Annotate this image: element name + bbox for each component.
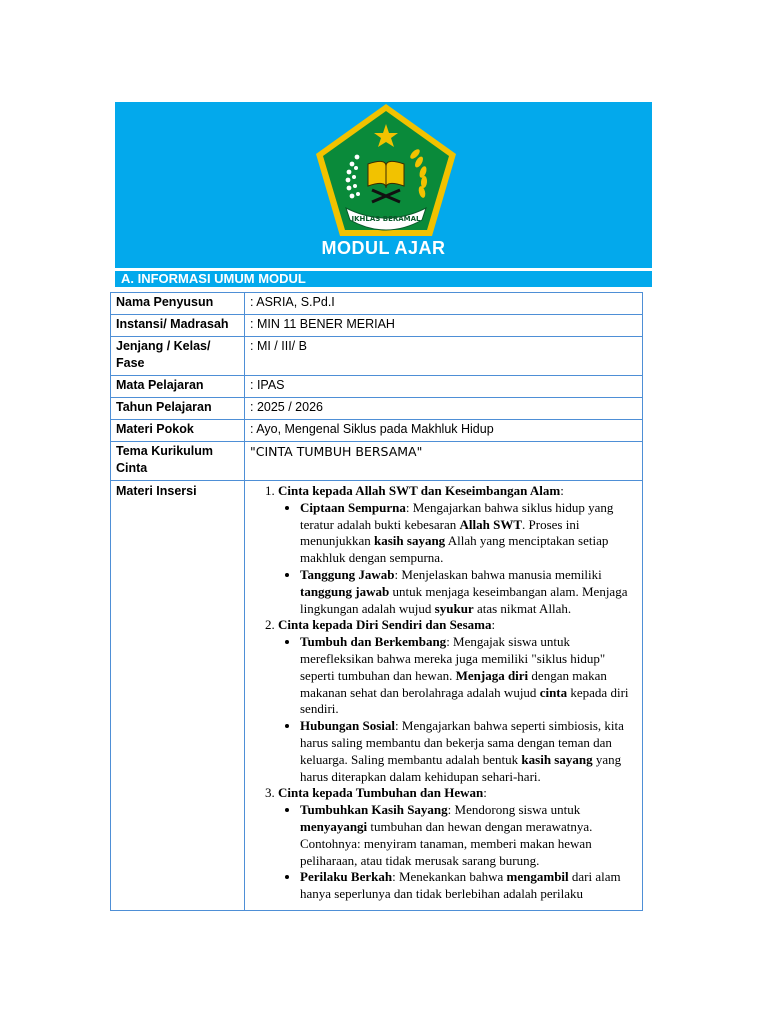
sub-bold: Menjaga diri (455, 667, 529, 683)
list-item (300, 634, 637, 718)
header-banner (115, 102, 652, 268)
sub-bold: kasih sayang (521, 751, 593, 767)
sub-text: untuk menjaga keseimbangan alam. Menjaga lingkungan adalah wujud (300, 583, 628, 616)
sub-text: : Menekankan bahwa (392, 869, 507, 885)
insersi-heading: Cinta kepada Tumbuhan dan Hewan (278, 785, 484, 801)
sub-text: dengan makan makanan sehat dan berolahraga adalah wujud (300, 667, 607, 700)
sub-text: : Mendorong siswa untuk (447, 802, 581, 818)
list-item: 1. Cinta kepada Allah SWT dan Keseimbangan Alam: • Ciptaan Sempurna: Mengajarkan bahwa siklus hidup yang teratur adalah bukti kebesaran Allah SWT. Proses ini menunjukkan kasih sayang Allah yang menciptakan setiap makhluk dengan sempurna. • Tanggung Jawab: Menjelaskan bahwa manusia memiliki tanggung jawab untuk menjaga keseimbangan alam. Menjaga lingkungan adalah wujud syukur atas nikmat Allah. (278, 483, 637, 617)
row-value: : MI / III/ B (245, 337, 643, 376)
row-value: : MIN 11 BENER MERIAH (245, 315, 643, 337)
table-row (111, 293, 643, 315)
sub-bold: cinta (539, 684, 568, 700)
sub-term: Hubungan Sosial (300, 718, 396, 734)
list-item (300, 500, 637, 567)
materi-insersi-cell (245, 481, 643, 911)
sub-text: : Mengajak siswa untuk merefleksikan bahwa mereka juga memiliki "siklus hidup" seperti tumbuhan dan hewan. (300, 634, 606, 683)
sub-term: Tanggung Jawab (300, 566, 395, 582)
table-row (111, 376, 643, 398)
sub-bold: kasih sayang (374, 533, 446, 549)
sub-text: dari alam hanya seperlunya dan tidak berlebihan adalah perilaku (300, 869, 621, 902)
list-item: 2. Cinta kepada Diri Sendiri dan Sesama: • Tumbuh dan Berkembang: Mengajak siswa untuk merefleksikan bahwa mereka juga memiliki "siklus hidup" seperti tumbuhan dan hewan. Menjaga diri dengan makan makanan sehat dan berolahraga adalah wujud cinta kepada diri sendiri. • Hubungan Sosial: Mengajarkan bahwa seperti simbiosis, kita harus saling membantu dan bekerja sama dengan teman dan keluarga. Saling membantu adalah bentuk kasih sayang yang harus diterapkan dalam kehidupan sehari-hari. (278, 617, 637, 785)
insersi-heading: Cinta kepada Allah SWT dan Keseimbangan Alam (278, 483, 561, 498)
table-row (111, 337, 643, 376)
sub-term: Tumbuhkan Kasih Sayang (300, 802, 448, 818)
insersi-heading: Cinta kepada Diri Sendiri dan Sesama (278, 617, 492, 633)
list-item (300, 869, 637, 903)
row-label: Tema Kurikulum Cinta (111, 442, 245, 481)
list-item (300, 718, 637, 785)
info-table (110, 292, 643, 911)
row-value: "CINTA TUMBUH BERSAMA" (245, 442, 643, 481)
materi-insersi-content (250, 483, 637, 903)
table-row (111, 398, 643, 420)
row-label: Mata Pelajaran (111, 376, 245, 398)
sub-list (278, 634, 637, 785)
sub-bold: tanggung jawab (300, 583, 390, 599)
row-label: Materi Insersi (111, 481, 245, 911)
row-value: : ASRIA, S.Pd.I (245, 293, 643, 315)
sub-bold: mengambil (506, 869, 569, 885)
row-label: Jenjang / Kelas/ Fase (111, 337, 245, 376)
sub-text: atas nikmat Allah. (473, 600, 572, 616)
sub-text: yang harus diterapkan dalam kehidupan sehari-hari. (300, 751, 622, 784)
list-item: 3. Cinta kepada Tumbuhan dan Hewan: • Tumbuhkan Kasih Sayang: Mendorong siswa untuk menyayangi tumbuhan dan hewan dengan merawatnya. Contohnya: menyiram tanaman, memberi makan hewan peliharaan, atau tidak merusak sarang burung. • Perilaku Berkah: Menekankan bahwa mengambil dari alam hanya seperlunya dan tidak berlebihan adalah perilaku (278, 785, 637, 903)
row-label: Materi Pokok (111, 420, 245, 442)
sub-text: kepada diri sendiri. (300, 684, 629, 717)
sub-bold: Allah SWT (459, 516, 523, 532)
sub-text: : Menjelaskan bahwa manusia memiliki (394, 566, 602, 582)
row-value: : 2025 / 2026 (245, 398, 643, 420)
table-row (111, 420, 643, 442)
page-title: MODUL AJAR (321, 238, 446, 258)
sub-term: Perilaku Berkah (300, 869, 393, 885)
section-a-bar (115, 271, 652, 287)
kemenag-logo-icon (312, 102, 460, 242)
sub-term: Ciptaan Sempurna (300, 499, 406, 515)
sub-text: . Proses ini menunjukkan (300, 516, 580, 549)
row-value: : Ayo, Mengenal Siklus pada Makhluk Hidup (245, 420, 643, 442)
row-label: Instansi/ Madrasah (111, 315, 245, 337)
sub-bold: menyayangi (300, 818, 368, 834)
list-item (300, 802, 637, 869)
sub-list (278, 802, 637, 903)
row-label: Tahun Pelajaran (111, 398, 245, 420)
sub-text: Allah yang menciptakan setiap makhluk dengan sempurna. (300, 533, 609, 566)
list-item (300, 567, 637, 617)
svg-text:IKHLAS BERAMAL: IKHLAS BERAMAL (351, 215, 421, 223)
insersi-list (250, 483, 637, 903)
sub-text: tumbuhan dan hewan dengan merawatnya. Contohnya: menyiram tanaman, memberi makan hewan peliharaan, atau tidak merusak sarang burung. (300, 818, 593, 868)
sub-text: : Mengajarkan bahwa siklus hidup yang teratur adalah bukti kebesaran (300, 499, 614, 532)
table-row (111, 315, 643, 337)
section-a-title: A. INFORMASI UMUM MODUL (121, 271, 306, 286)
row-label: Nama Penyusun (111, 293, 245, 315)
row-value: : IPAS (245, 376, 643, 398)
sub-list (278, 500, 637, 618)
sub-term: Tumbuh dan Berkembang (300, 634, 447, 650)
table-row (111, 481, 643, 911)
table-row (111, 442, 643, 481)
sub-text: : Mengajarkan bahwa seperti simbiosis, kita harus saling membantu dan bekerja sama dengan teman dan keluarga. Saling membantu adalah bentuk (300, 718, 624, 767)
sub-bold: syukur (434, 600, 474, 616)
